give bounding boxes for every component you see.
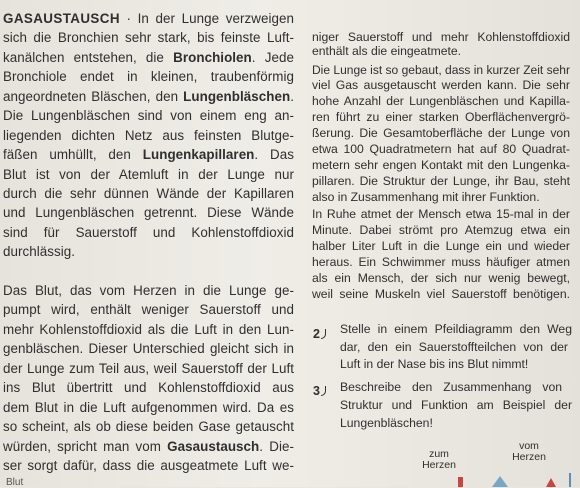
text-run: durch die sehr dünnen Wände der Kapillaren [3, 186, 294, 201]
text-run: Die Lungenbläschen sind von einem eng an- [3, 108, 294, 123]
right-text-line: enthält als die eingeatmete. [312, 44, 462, 58]
left-text-line [3, 381, 294, 394]
left-text-line [3, 129, 294, 142]
left-text-line [3, 362, 294, 375]
text-run: . Das [254, 147, 294, 162]
emphasized-term: GASAUSTAUSCH [3, 11, 120, 26]
red-arrow-head [546, 478, 556, 487]
task-marker-icon [321, 329, 326, 339]
task-number: 2 [313, 327, 320, 341]
left-text-line [3, 440, 294, 453]
left-text-line [3, 245, 75, 258]
from-heart-label: vom Herzen [512, 440, 546, 464]
right-text-line: Minute. Dabei strömt pro Atemzug etwa ein [312, 223, 570, 237]
red-vessel-mark [458, 477, 463, 487]
text-run: Das Blut, das vom Herzen in die Lunge ge- [3, 283, 294, 298]
right-text-line: pillaren. Die Struktur der Lunge, ihr Bau, steht [312, 174, 570, 188]
figure-strip [0, 470, 580, 487]
blue-arrow-head [492, 476, 508, 487]
text-run: . [290, 89, 294, 104]
text-run: sich die Bronchien sehr stark, bis feinste Luft- [3, 30, 294, 45]
text-run: Blut ist von der Atemluft in der Lunge nur [3, 167, 294, 182]
emphasized-term: Lungenkapillaren [142, 147, 255, 162]
left-text-line [3, 187, 294, 200]
left-text-line [3, 206, 294, 219]
text-run: ser sorgt dafür, dass die ausgeatmete Luft we- [3, 458, 294, 473]
emphasized-term: Lungenbläschen [183, 89, 291, 104]
right-text-line: etwa 100 Quadratmetern hat auf 80 Quadrat- [312, 142, 570, 156]
right-text-line: als ein Mensch, der sich nur wenig bewegt, [312, 271, 570, 285]
to-heart-label: zum Herzen [422, 448, 456, 472]
right-text-line: heraus. Ein Schwimmer muss häufiger atmen [312, 255, 570, 269]
left-text-line [3, 323, 294, 336]
right-text-line: halber Liter Luft in die Lunge ein und wieder [312, 239, 570, 253]
figure-cut-label: Blut [6, 477, 24, 488]
left-text-line [3, 109, 294, 122]
text-run: . Die- [259, 439, 294, 454]
left-text-line [3, 420, 294, 433]
right-text-line: weil seine Muskeln viel Sauerstoff benötigen. [312, 287, 570, 301]
text-run: würden, spricht man vom [3, 439, 168, 454]
text-run: sind für Sauerstoff und Kohlenstoffdioxid [3, 225, 294, 240]
text-run: pumpt wird, enthält weniger Sauerstoff und [3, 302, 294, 317]
text-run: . Jede [251, 50, 294, 65]
left-text-line [3, 12, 294, 25]
task-text-line: Lungenbläschen! [340, 416, 433, 430]
left-text-line [3, 70, 294, 83]
text-run: fäßen umhüllt, den [3, 147, 143, 162]
text-run: genbläschen. Dieser Unterschied gleicht sich in [3, 341, 294, 356]
emphasized-term: Bronchiolen [173, 50, 252, 65]
left-text-line [3, 51, 294, 64]
right-text-line: viel Gas ausgetauscht werden kann. Die sehr [312, 78, 570, 92]
left-text-line [3, 303, 294, 316]
left-text-line [3, 90, 294, 103]
text-run: · In der Lunge verzweigen [119, 11, 294, 26]
task-text-line: dar, den ein Sauerstoffteilchen von der [340, 340, 568, 354]
text-run: ins Blut übertritt und Kohlenstoffdioxid aus [3, 380, 294, 395]
left-text-line [3, 148, 294, 161]
text-run: angeordneten Bläschen, den [3, 89, 184, 104]
right-text-line: ßerung. Die Gesamtoberfläche der Lunge von [312, 126, 570, 140]
text-run: liegenden dichten Netz aus feinsten Blutge- [3, 128, 294, 143]
text-run: so scheint, als ob diese beiden Gase getauscht [3, 419, 294, 434]
right-text-line: niger Sauerstoff und mehr Kohlenstoffdioxid [312, 30, 570, 44]
emphasized-term: Gasaustausch [167, 439, 260, 454]
left-text-line [3, 226, 294, 239]
right-text-line: hohe Anzahl der Lungenbläschen und Kapilla- [312, 94, 570, 108]
right-text-line: metern sehr engen Kontakt mit den Lungenka- [312, 158, 570, 172]
left-text-line [3, 401, 294, 414]
task-text-line: Beschreibe den Zusammenhang von [340, 380, 562, 394]
task-text-line: Struktur und Funktion am Beispiel der [340, 398, 572, 412]
text-run: kanälchen entstehen, die [3, 50, 174, 65]
text-run: durchlässig. [3, 244, 76, 259]
text-run: Bronchiole endet in kleinen, traubenförmig [3, 69, 294, 84]
text-run: dem Blut in die Luft aufgenommen wird. Da es [3, 400, 294, 415]
task-number: 3 [313, 384, 320, 398]
text-run: der Lunge zum Teil aus, weil Sauerstoff der Luft [3, 361, 294, 376]
task-marker-icon [321, 386, 326, 396]
right-text-line: ren führt zu einer starken Oberflächenvergrö- [312, 110, 570, 124]
left-text-line [3, 31, 294, 44]
left-text-line [3, 284, 294, 297]
right-text-line: In Ruhe atmet der Mensch etwa 15-mal in der [312, 207, 570, 221]
task-text-line: Luft in der Nase bis ins Blut nimmt! [340, 357, 529, 371]
text-run: und Lungenbläschen getrennt. Diese Wände [3, 205, 294, 220]
task-text-line: Stelle in einem Pfeildiagramm den Weg [340, 322, 572, 336]
right-text-line: Die Lunge ist so gebaut, dass in kurzer Zeit sehr [312, 63, 570, 77]
right-text-line: also in Zusammenhang mit ihrer Funktion. [312, 190, 540, 204]
left-text-line [3, 342, 294, 355]
text-run: mehr Kohlenstoffdioxid als die Luft in den Lun- [3, 322, 294, 337]
left-text-line [3, 168, 294, 181]
